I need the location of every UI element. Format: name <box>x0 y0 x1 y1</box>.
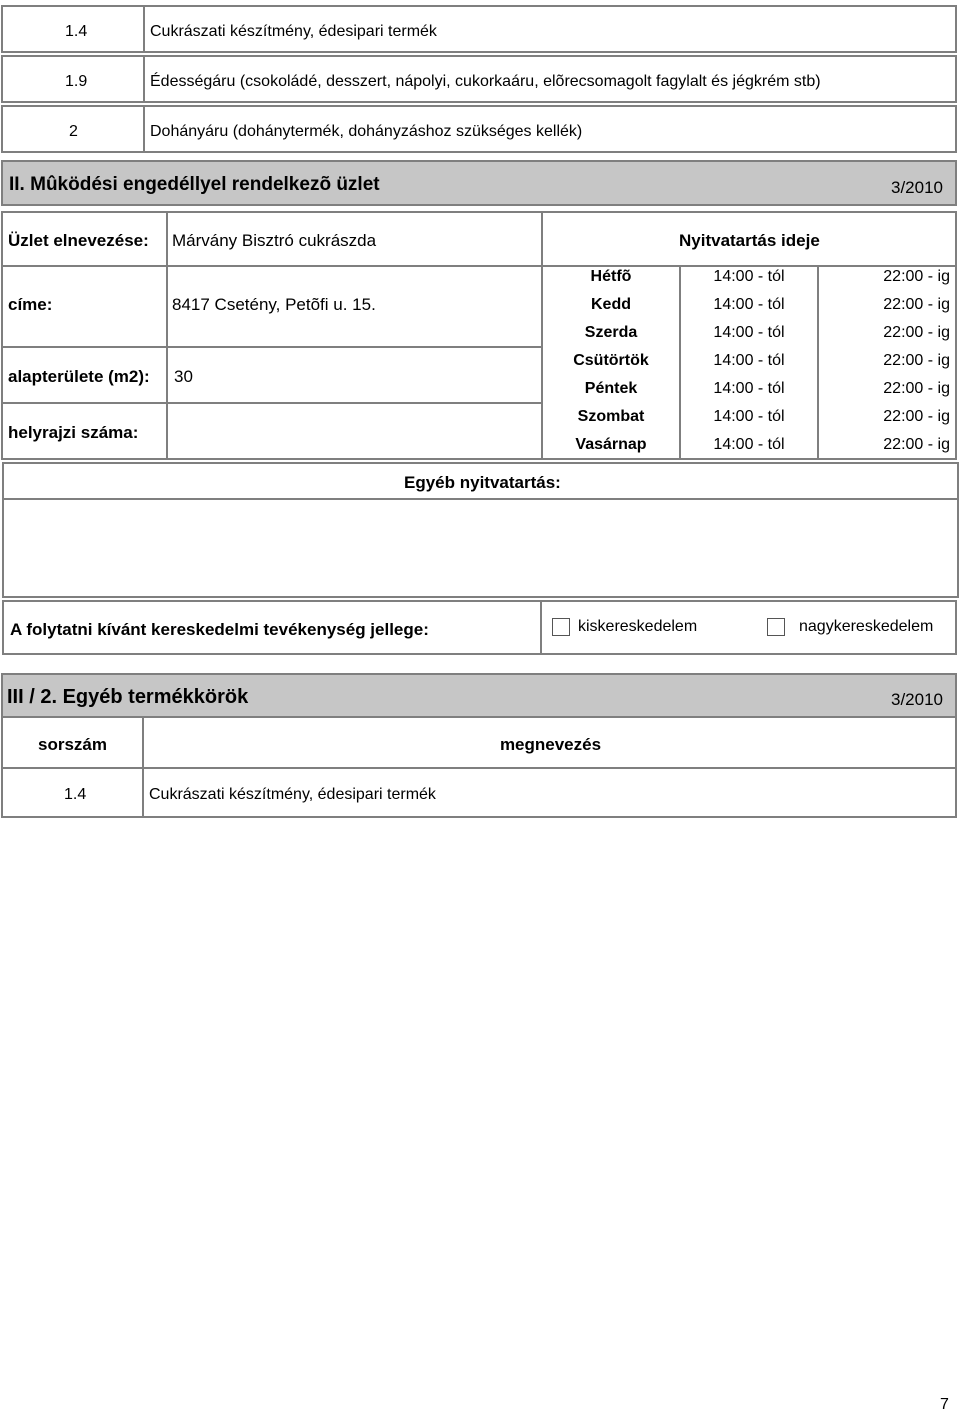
row-name: Cukrászati készítmény, édesipari termék <box>149 786 436 803</box>
section-3-header <box>1 673 957 718</box>
column-header-name: megnevezés <box>499 735 602 754</box>
day-name: Szerda <box>584 324 638 341</box>
product-number: 1.4 <box>65 23 88 40</box>
day-name: Csütörtök <box>573 352 649 369</box>
hours-from: 14:00 - tól <box>713 408 785 425</box>
hours-from: 14:00 - tól <box>713 436 785 453</box>
section-3-code: 3/2010 <box>891 690 943 709</box>
hours-to: 22:00 - ig <box>883 352 950 369</box>
product-row <box>1 5 957 53</box>
day-name: Péntek <box>584 380 638 397</box>
other-hours-block <box>2 462 959 598</box>
section-3-title: III / 2. Egyéb termékkörök <box>7 686 249 708</box>
retail-checkbox[interactable] <box>552 618 570 636</box>
hours-to: 22:00 - ig <box>883 408 950 425</box>
hours-to: 22:00 - ig <box>883 296 950 313</box>
parcel-label: helyrajzi száma: <box>8 423 139 442</box>
wholesale-label: nagykereskedelem <box>799 618 934 635</box>
product-name: Dohányáru (dohánytermék, dohányzáshoz szükséges kellék) <box>150 123 583 140</box>
store-name-value: Márvány Bisztró cukrászda <box>172 231 377 250</box>
day-name: Szombat <box>577 408 645 425</box>
other-hours-field[interactable] <box>4 500 957 596</box>
product-number: 2 <box>69 123 78 140</box>
section-2-code: 3/2010 <box>891 178 943 197</box>
section-2-title: II. Mûködési engedéllyel rendelkezõ üzlet <box>9 174 380 195</box>
day-name: Hétfõ <box>590 268 632 285</box>
address-value: 8417 Csetény, Petõfi u. 15. <box>172 295 376 314</box>
wholesale-checkbox[interactable] <box>767 618 785 636</box>
hours-from: 14:00 - tól <box>713 268 785 285</box>
hours-to: 22:00 - ig <box>883 324 950 341</box>
hours-to: 22:00 - ig <box>883 268 950 285</box>
hours-to: 22:00 - ig <box>883 436 950 453</box>
area-value: 30 <box>174 367 193 386</box>
other-products-table <box>1 716 957 818</box>
activity-type-label: A folytatni kívánt kereskedelmi tevékenység jellege: <box>10 620 429 639</box>
hours-from: 14:00 - tól <box>713 352 785 369</box>
product-row <box>1 105 957 153</box>
day-name: Kedd <box>591 296 631 313</box>
hours-from: 14:00 - tól <box>713 380 785 397</box>
row-number: 1.4 <box>64 786 87 803</box>
address-label: címe: <box>8 295 53 314</box>
activity-type-block <box>2 600 957 655</box>
column-header-number: sorszám <box>38 735 107 754</box>
product-row <box>1 55 957 103</box>
section-2-header <box>1 160 957 206</box>
store-name-label: Üzlet elnevezése: <box>8 231 149 250</box>
area-label: alapterülete (m2): <box>8 367 150 386</box>
hours-to: 22:00 - ig <box>883 380 950 397</box>
opening-hours-title: Nyitvatartás ideje <box>679 231 820 250</box>
page-number: 7 <box>940 1396 949 1413</box>
product-number: 1.9 <box>65 73 88 90</box>
product-name: Édességáru (csokoládé, desszert, nápolyi, cukorkaáru, elõrecsomagolt fagylalt és jégkrém stb) <box>150 73 821 90</box>
product-name: Cukrászati készítmény, édesipari termék <box>150 23 437 40</box>
hours-from: 14:00 - tól <box>713 296 785 313</box>
other-hours-label: Egyéb nyitvatartás: <box>404 473 561 492</box>
day-name: Vasárnap <box>575 436 647 453</box>
retail-label: kiskereskedelem <box>578 618 698 635</box>
hours-from: 14:00 - tól <box>713 324 785 341</box>
store-info-block <box>1 211 957 460</box>
